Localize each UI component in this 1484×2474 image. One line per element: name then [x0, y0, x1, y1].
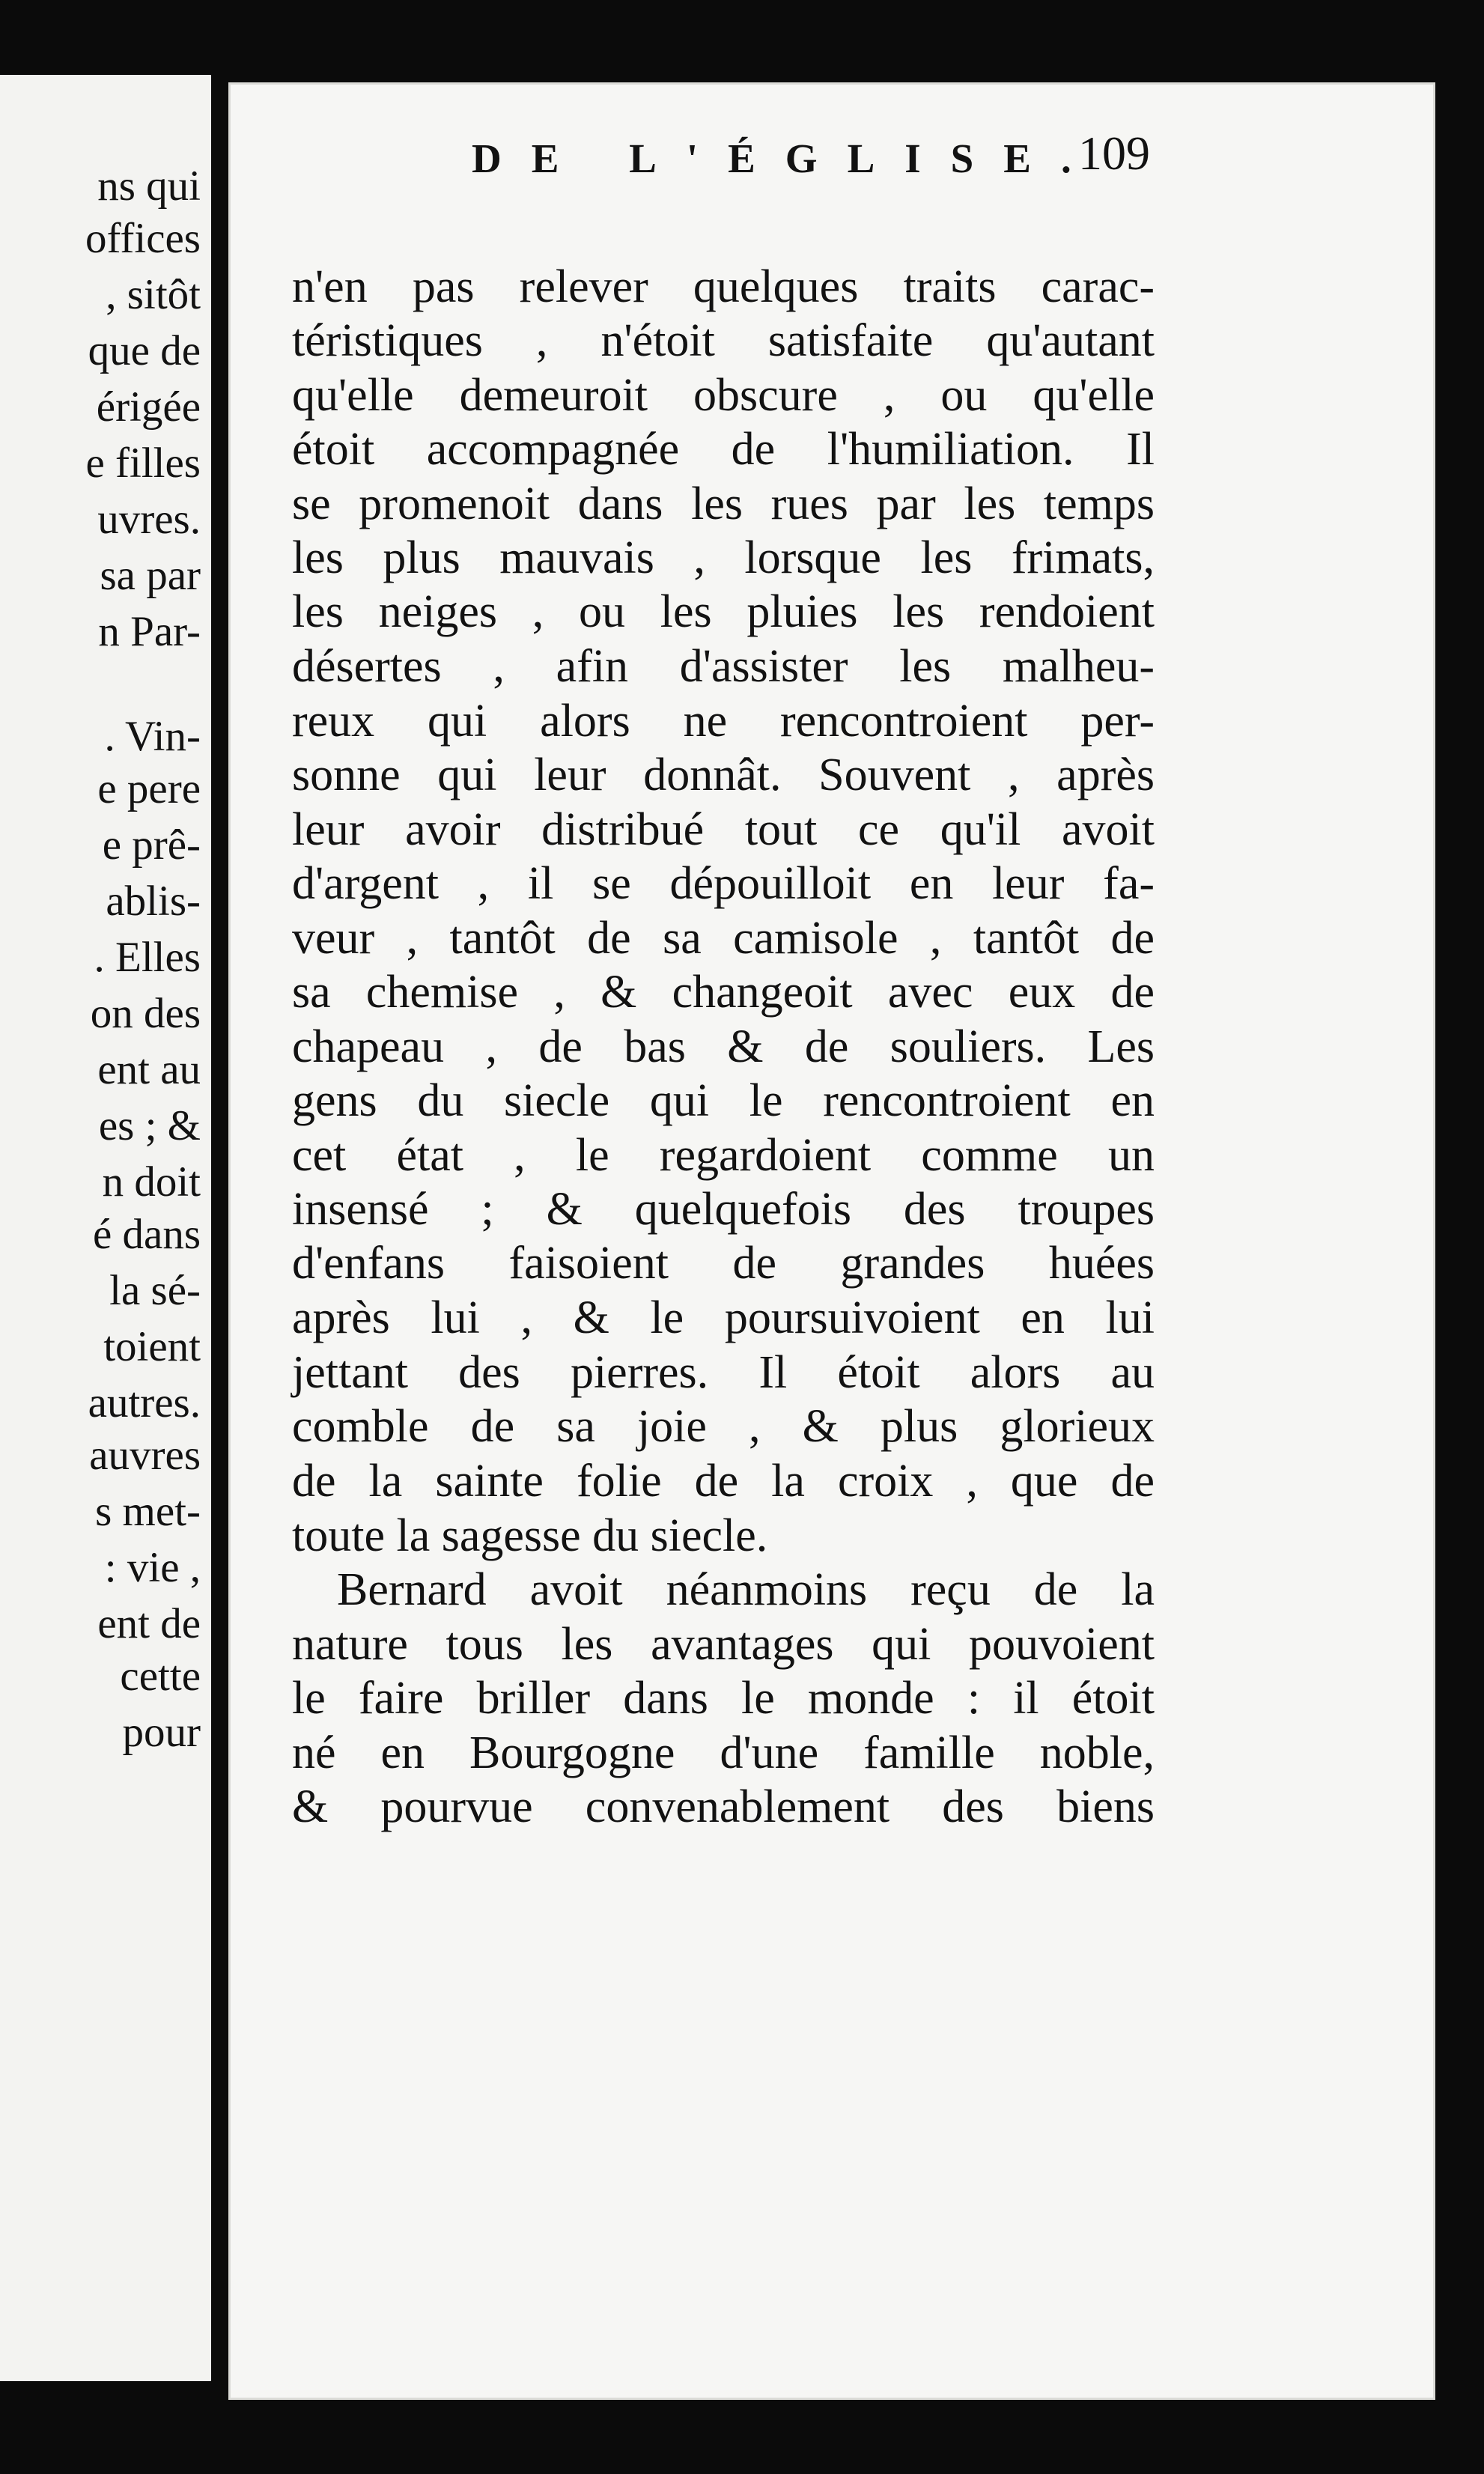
text-line: comble de sa joie , & plus glorieux [292, 1401, 1155, 1452]
left-page-fragment: : vie , [104, 1544, 201, 1591]
text-line: les plus mauvais , lorsque les frimats, [292, 532, 1155, 583]
left-page-fragment: n Par- [98, 608, 201, 655]
facing-page-left [0, 75, 211, 2381]
running-head: DE L'ÉGLISE. [472, 136, 1101, 181]
text-line: chapeau , de bas & de souliers. Les [292, 1021, 1155, 1072]
text-line: & pourvue convenablement des biens [292, 1781, 1155, 1832]
left-page-fragment: , sitôt [106, 271, 201, 318]
text-line: veur , tantôt de sa camisole , tantôt de [292, 913, 1155, 964]
left-page-fragment: . Vin- [104, 713, 201, 760]
text-line: né en Bourgogne d'une famille noble, [292, 1727, 1155, 1778]
left-page-fragment: n doit [102, 1158, 201, 1206]
text-line: d'argent , il se dépouilloit en leur fa- [292, 858, 1155, 909]
left-page-fragment: auvres [89, 1432, 201, 1479]
text-line: désertes , afin d'assister les malheu- [292, 641, 1155, 692]
left-page-fragment: ns qui [97, 162, 201, 210]
left-page-fragment: cette [120, 1653, 201, 1700]
left-page-fragment: ent de [97, 1600, 201, 1647]
text-line: reux qui alors ne rencontroient per- [292, 696, 1155, 747]
text-line: qu'elle demeuroit obscure , ou qu'elle [292, 370, 1155, 421]
text-line: les neiges , ou les pluies les rendoient [292, 586, 1155, 637]
text-line: le faire briller dans le monde : il étoit [292, 1673, 1155, 1724]
left-page-fragment: é dans [92, 1211, 201, 1258]
left-page-fragment: s met- [95, 1488, 201, 1535]
text-line: sonne qui leur donnât. Souvent , après [292, 750, 1155, 800]
text-line: leur avoir distribué tout ce qu'il avoit [292, 804, 1155, 855]
text-line: jettant des pierres. Il étoit alors au [292, 1347, 1155, 1398]
left-page-fragment: que de [88, 327, 201, 374]
left-page-fragment: . Elles [94, 934, 201, 981]
left-page-fragment: offices [85, 215, 201, 262]
left-page-fragment: uvres. [97, 496, 201, 543]
text-line: après lui , & le poursuivoient en lui [292, 1292, 1155, 1343]
text-line: de la sainte folie de la croix , que de [292, 1456, 1155, 1507]
left-page-fragment: e prê- [102, 821, 201, 869]
left-page-fragment: érigée [96, 383, 201, 431]
text-line: Bernard avoit néanmoins reçu de la [337, 1564, 1155, 1615]
text-line: cet état , le regardoient comme un [292, 1130, 1155, 1181]
text-line: toute la sagesse du siecle. [292, 1510, 768, 1561]
left-page-fragment: pour [122, 1709, 201, 1756]
page-number: 109 [1078, 127, 1150, 180]
left-page-fragment: sa par [100, 552, 201, 599]
text-line: gens du siecle qui le rencontroient en [292, 1075, 1155, 1126]
text-line: sa chemise , & changeoit avec eux de [292, 967, 1155, 1018]
text-line: nature tous les avantages qui pouvoient [292, 1619, 1155, 1670]
text-line: étoit accompagnée de l'humiliation. Il [292, 424, 1155, 475]
left-page-fragment: on des [90, 990, 201, 1037]
text-line: se promenoit dans les rues par les temps [292, 478, 1155, 529]
text-line: téristiques , n'étoit satisfaite qu'autant [292, 315, 1155, 366]
left-page-fragment: e pere [97, 765, 201, 812]
left-page-fragment: toient [103, 1323, 201, 1370]
text-line: insensé ; & quelquefois des troupes [292, 1184, 1155, 1235]
left-page-fragment: la sé- [109, 1267, 201, 1314]
text-line: n'en pas relever quelques traits carac- [292, 261, 1155, 312]
left-page-fragment: ent au [97, 1046, 201, 1093]
left-page-fragment: autres. [88, 1379, 201, 1426]
left-page-fragment: ablis- [106, 878, 201, 925]
left-page-fragment: es ; & [98, 1102, 201, 1149]
text-line: d'enfans faisoient de grandes huées [292, 1238, 1155, 1289]
left-page-fragment: e filles [85, 440, 201, 487]
